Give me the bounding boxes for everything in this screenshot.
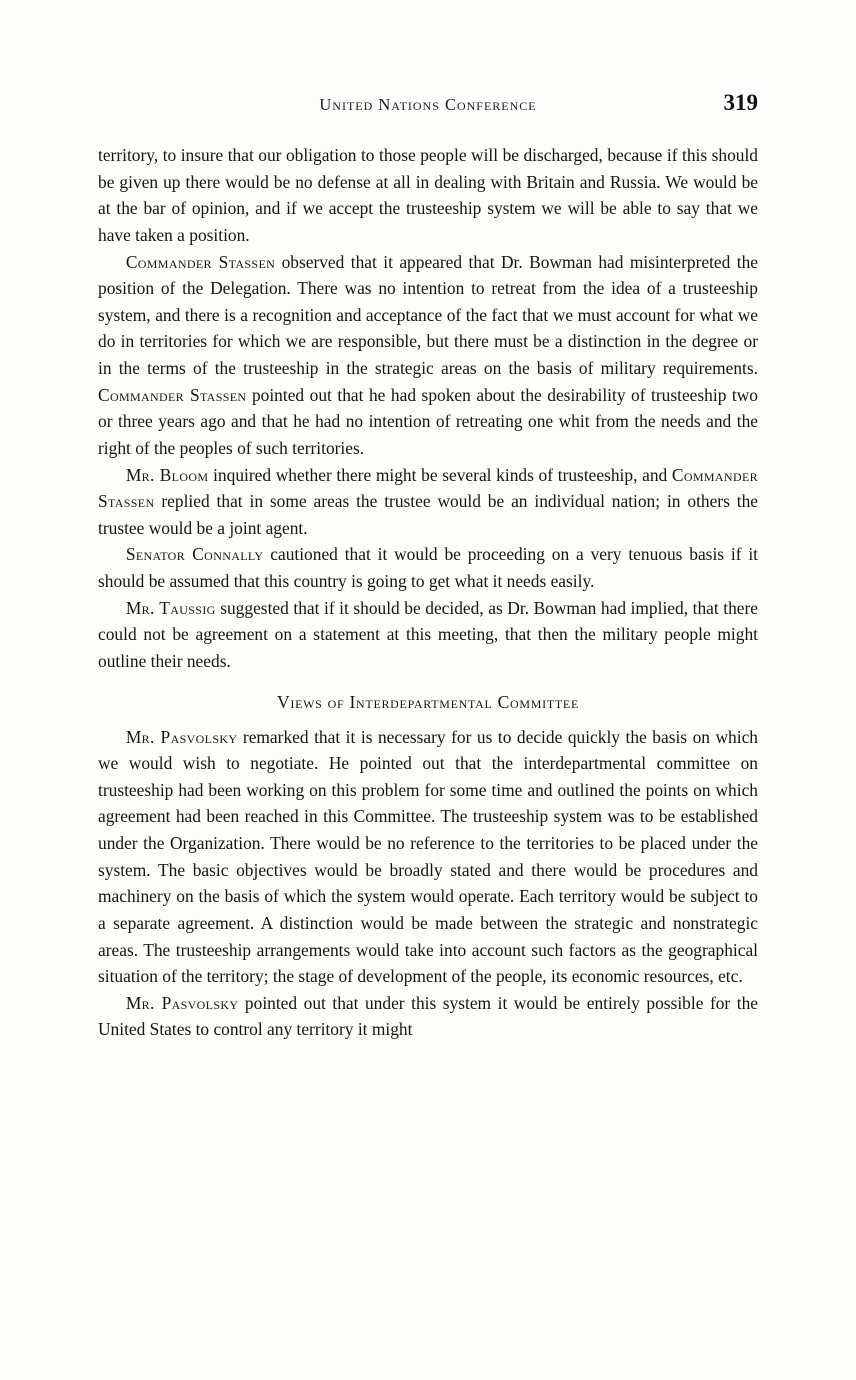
speaker-name: Commander Stassen xyxy=(125,251,276,272)
section-heading: Views of Interdepartmental Committee xyxy=(276,691,580,712)
body-content xyxy=(98,142,758,1043)
speaker-name: Commander Stassen xyxy=(98,384,247,405)
page-text-block xyxy=(98,90,758,1043)
paragraph xyxy=(98,462,758,542)
paragraph-text: observed that it appeared that Dr. Bowman had misinterpreted the position of the Delegation. There was no intention to retreat from the idea of a trusteeship system, and there is a recognition and acceptance of the fact that we must account for what we do in territories for which we are responsible, but there must be a distinction in the degree or in the terms of the trusteeship in the strategic areas on the basis of military requirements. xyxy=(98,251,758,378)
page-number: 319 xyxy=(723,90,758,115)
speaker-name: Senator Connally xyxy=(125,544,264,565)
running-head xyxy=(98,90,758,116)
paragraph xyxy=(98,724,758,990)
paragraph-text: replied that in some areas the trustee would be an individual nation; in others the trustee would be a joint agent. xyxy=(98,491,758,538)
speaker-name: Mr. Taussig xyxy=(125,597,216,618)
paragraph xyxy=(98,541,758,594)
paragraph-text: pointed out that he had spoken about the desirability of trusteeship two or three years ago and that he had no intention of retreating one whit from the needs and the right of the peoples of such territories. xyxy=(98,384,758,458)
speaker-name: Mr. Pasvolsky xyxy=(125,992,239,1013)
paragraph-text: pointed out that under this system it would be entirely possible for the United States to control any territory it might xyxy=(98,992,758,1040)
paragraph xyxy=(98,249,758,462)
paragraph-text: suggested that if it should be decided, as Dr. Bowman had implied, that there could not be agreement on a statement at this meeting, that then the military people might outline their needs. xyxy=(98,597,758,671)
paragraph xyxy=(98,142,758,249)
speaker-name: Mr. Bloom xyxy=(125,464,209,485)
running-head-title: United Nations Conference xyxy=(319,95,537,114)
paragraph xyxy=(98,595,758,675)
speaker-name: Commander Stassen xyxy=(98,464,758,512)
paragraph-text: cautioned that it would be proceeding on a very tenuous basis if it should be assumed that this country is going to get what it needs easily. xyxy=(98,544,759,591)
paragraph-text: remarked that it is necessary for us to decide quickly the basis on which we would wish to negotiate. He pointed out that the interdepartmental committee on trusteeship had been working on this problem for some time and outlined the points on which agreement had been reached in this Committee. The trusteeship system was to be established under the Organization. There would be no reference to the territories to be placed under the system. The basic objectives would be broadly stated and there would be procedures and machinery on the basis of which the system would operate. Each territory would be subject to a separate agreement. A distinction would be made between the strategic and nonstrategic areas. The trusteeship arrangements would take into account such factors as the geographical situation of the territory; the stage of development of the people, its economic resources, etc. xyxy=(98,726,758,987)
paragraph xyxy=(98,990,758,1043)
paragraph-text: inquired whether there might be several kinds of trusteeship, and xyxy=(208,464,672,485)
paragraph-text: territory, to insure that our obligation to those people will be discharged, because if this should be given up there would be no defense at all in dealing with Britain and Russia. We would be at the bar of opinion, and if we accept the trusteeship system we will be able to say that we have taken a position. xyxy=(98,145,758,245)
speaker-name: Mr. Pasvolsky xyxy=(125,726,238,747)
